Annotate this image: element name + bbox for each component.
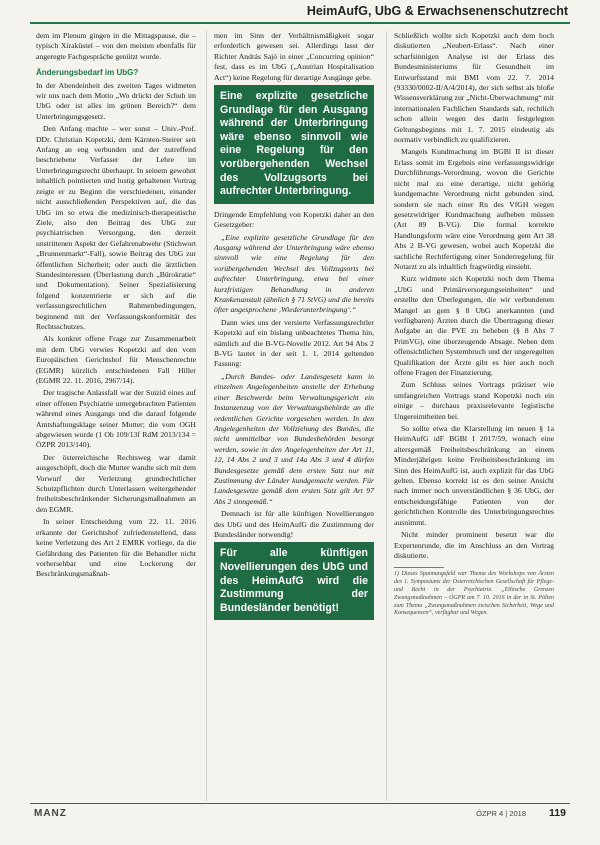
- paragraph: Dann wies uns der versierte Verfassungsrechtler Kopetzki auf ein bislang unbeachtetes Thema hin, nämlich auf die B-VG-Novelle 2012. Art 94 Abs 2 B-VG lautet in der seit 1. 1. 2014 geltenden Fassung:: [214, 317, 374, 369]
- journal-issue: ÖZPR 4 | 2018: [476, 809, 526, 818]
- pull-quote: Eine explizite gesetzliche Grundlage für den Ausgang während der Unterbringung wäre ebenso sinnvoll wie eine Regelung für den vorübergehenden Wechsel des Vollzugsorts bei aufrechter Unterbringung.: [214, 85, 374, 204]
- paragraph: dem im Plenum gingen in die Mittagspause, die – typisch Xiraküstel – von den meisten ebenfalls für angeregte Fachgespräche genützt wurde.: [36, 31, 196, 61]
- column-divider: [206, 31, 207, 801]
- paragraph: Schließlich wollte sich Kopetzki auch dem hoch diskutierten „Neubert-Erlass“. Nach einer scharfsinnigen Analyse ist der Erlass des Bundesministeriums für Gesundheit im Entwurfsstand mit BMI vom 22. 7. 2014 (93330/0002-II/A/4/2014), der sich selbst als bloße Wissensverklärung zur „Nicht-Überwachmung“ mit internationalen Fachlichen Standards sah, rechtlich schon allein wegen des darin festgelegten Geltungsbeginns mit 1. 7. 2015 eindeutig als normativ verbindlich zu qualifizieren.: [394, 31, 555, 145]
- paragraph: In der Abendeinheit des zweiten Tages widmeten wir uns nach dem Motto „Wo drückt der Schuh im UbG oder ist alles im grünen Bereich?“ dem Unterbringungsgesetz.: [36, 80, 196, 121]
- footnote-rule: [394, 567, 444, 568]
- header-rule: [30, 22, 570, 24]
- paragraph: Der österreichische Rechtsweg war damit ausgeschöpft, doch die Mutter wandte sich mit dem Vorwurf der Verletzung grundrechtlicher Schutzpflichten durch Unterlassen weitergehender freiheitsbeschränkender Sicherungsmaßnahmen an den EGMR.: [36, 452, 196, 514]
- paragraph: Dringende Empfehlung von Kopetzki daher an den Gesetzgeber:: [214, 209, 374, 230]
- footnote: 1) Dieses Spannungsfeld war Thema des Workshops von Ärzten des 1. Symposiums der Österreichischen Gesellschaft für Pflege- und Recht in der Psychiatrie. „Ethische Grenzen Zwangsmaßnahmen – ÖGPR am 7. 10. 2016 in der in St. Pölten zum Thema „Zwangsmaßnahmen zwischen Sicherheit, Wege und Konsequenzen“, verfügbar und Wegen.: [394, 571, 554, 617]
- paragraph: Nicht minder prominent besetzt war die Expertenrunde, die im Anschluss an den Vortrag diskutierte.: [394, 530, 554, 560]
- paragraph: Der tragische Anlassfall war der Suizid eines auf einer offenen Psychiatrie untergebrachten Patienten während eines Ausgangs und die darauf folgende Amtshaftungsklage seiner Mutter; die vom OGH abgewiesen wurde (1 Ob 109/13f RdM 2013/134 = ÖZPR 2013/140).: [36, 388, 196, 450]
- footer-rule: [30, 803, 570, 804]
- block-quote: „Eine explizite gesetzliche Grundlage für den Ausgang während der Unterbringung wäre ebenso sinnvoll wie eine Regelung für den vorübergehenden Wechsel des Vollzugsorts bei aufrechter Unterbringung, etwa bei einer kurzfristigen Behandlung in anderen Krankenanstalt (ähnlich § 71 StVG) und die bereits öfter angesprochene ‚Wiederunterbringung‘.“: [214, 232, 374, 315]
- paragraph: Als konkret offene Frage zur Zusammenarbeit mit dem UbG verwies Kopetzki auf den vom Europäischen Gerichtshof für Menschenrechte (EGMR) kürzlich entschiedenen Fall Hiller (EGMR 22. 11. 2016, 2967/14).: [36, 334, 196, 385]
- page-number: 119: [549, 807, 566, 819]
- running-header: [0, 0, 600, 24]
- column-3: [394, 31, 554, 618]
- column-divider: [386, 31, 387, 801]
- header-title: HeimAufG, UbG & Erwachsenenschutzrecht: [306, 4, 568, 18]
- paragraph: In seiner Entscheidung vom 22. 11. 2016 erkannte der Gerichtshof zufriedenstellend, dass keine Verletzung des Art 2 EMRK vorliege, da die Gefährdung des Patienten für die Behandler nicht vorhersehbar und eine Lockerung der Beschränkungsmaßnah-: [36, 517, 196, 579]
- paragraph: Kurz widmete sich Kopetzki noch dem Thema „UbG und Primärversorgungseinheiten“ und erstellte den Überlegungen, die wir verbundenen Mangel an gem § 8 UbG anerkannten (und verfügbaren) Ärzten durch die Übertragung dieser Aufgabe an die PVE zu beheben (§ 8 Abs 7 PrimVG), eine überzeugende Absage. Neben dem offensichtlichen Systembruch und der ungeregelten Qualifikation der Ärzte gibt es hier auch noch offene Fragen der Finanzierung.: [394, 274, 554, 377]
- block-quote: „Durch Bundes- oder Landesgesetz kann in einzelnen Angelegenheiten anstelle der Erhebung einer Beschwerde beim Verwaltungsgericht ein Instanzenzug von der Verwaltungsbehörde an die ordentlichen Gerichte vorgesehen werden. In den Angelegenheiten der Vollziehung des Bundes, die nicht unmittelbar von Bundesbehörden besorgt werden, sowie in den Angelegenheiten der Art 11, 12, 14 Abs 2 und 3 und 14a Abs 3 und 4 dürfen Bundesgesetze gemäß dem ersten Satz nur mit Zustimmung der Länder kundgemacht werden. Für Landesgesetze gemäß dem ersten Satz gilt Art 97 Abs 2 sinngemäß.“: [214, 371, 374, 506]
- paragraph: So sollte etwa die Klarstellung im neuen § 1a HeimAufG idF BGBl I 2017/59, wonach eine altersgemäß Freiheitsbeschränkung an einem Minderjährigen keine Freiheitsbeschränkung im Sinn des HeimAufG ist, auch explizit für das UbG gelten. Ebenso korrekt ist es den seiner Ansicht nach immer noch unverständlichen § 36 UbG, der entscheidungsfähige Patienten von der gerichtlichen Kontrolle des Unterbringungsrechtes ausnimmt.: [394, 424, 554, 527]
- paragraph: Den Anfang machte – wer sonst – Univ.-Prof. DDr. Christian Kopetzki, dem Kärnten-Steirer seit Anfang an eng verbunden und der zutreffend beschriebene Verfasser der Lehre im Unterbringungsrecht überhaupt. In seinem gewohnt inhaltlich pointierten und lustig gehaltenen Vortrag zeigte er zu Beginn die verschiedenen, einander nicht ausschließenden Perspektiven auf, die das UbG im so etwa die medizinisch-therapeutische Ziele, also den Beitrag des UbG zur psychiatrischen Versorgung, den derzeit unstrittenen Aspekt der Gefahrenabwehr (Stichwort „Brunnenmarkt“-Fall), sowie Beitrag des UbG zur öffentlichen Sicherheit; oder auch die ärztlichen Standesinteressen (Überlastung durch „Bürokratie“ und Dokumentation). Seiner Spezialisierung folgend konzentrierte er sich auf die verfassungsrechtlichen Rahmenbedingungen, beginnend mit der Verfassungskonformität des Rechtsschutzes.: [36, 124, 196, 331]
- pull-quote: Für alle künftigen Novellierungen des UbG und des HeimAufG wird die Zustimmung der Bundesländer benötigt!: [214, 542, 374, 620]
- column-1: [36, 31, 196, 582]
- section-heading: Änderungsbedarf im UbG?: [36, 68, 139, 78]
- column-2: [214, 31, 374, 626]
- publisher-logo: MANZ: [34, 808, 67, 819]
- paragraph: men im Sinn der Verhältnismäßigkeit sogar erforderlich gewesen sei. Allerdings lasst der Richter András Sajó in einer „Concurring opinion“ fest, dass es im UbG („Austrian Hospitalisation Act“) keine Regelung für derartige Ausgänge gebe.: [214, 31, 374, 82]
- page-footer: [30, 803, 570, 823]
- paragraph: Mangels Kundmachung im BGBl II ist dieser Erlass somit im Ergebnis eine verfassungswidrige Durchführungs-Verordnung, wovon die Gerichte nicht mal zu eine derartige, nicht gehörig kundgemachte Verordnung nicht gebunden sind, sondern sie nach einer Rn des VfGH wegen gesetzwidriger Kundmachung aufheben müssen (Art 89 B-VG). Die formal korrekte Handlungsform wäre eine Verordnung gem Art 38 Abs 2 B-VG gewesen, wobei auch Kopetzki die sachliche Rechtfertigung einer Sonderregelung für Notarzt zu als inhaltlich fragwürdig einsieht.: [394, 147, 554, 271]
- paragraph: Zum Schluss seines Vortrags präziser wie umfangreichen Vortrags stand Kopetzki noch ein einige – durchaus praxisrelevante legistische Ungereimtheiten bei.: [394, 380, 554, 421]
- paragraph: Demnach ist für alle künftigen Novellierungen des UbG und des HeimAufG die Zustimmung der Bundesländer notwendig!: [214, 509, 374, 539]
